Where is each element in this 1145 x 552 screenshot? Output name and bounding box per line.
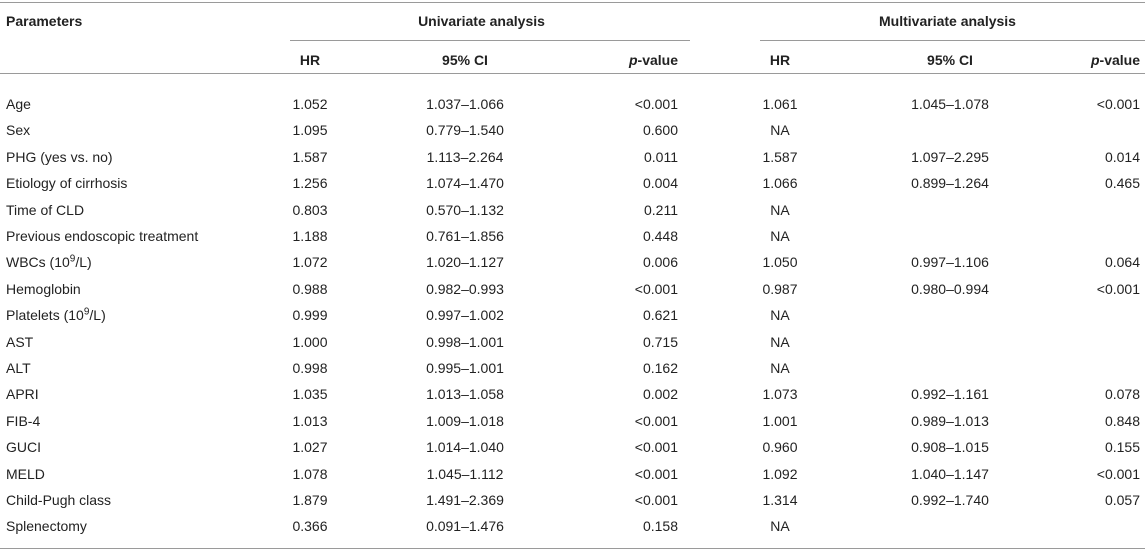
univariate-ci-cell: 0.995–1.001: [426, 360, 504, 376]
bottom-rule: [0, 548, 1145, 549]
multivariate-hr-cell: 1.314: [762, 492, 798, 508]
univariate-p-value-cell: <0.001: [634, 439, 678, 455]
univariate-ci-cell: 1.113–2.264: [426, 149, 504, 165]
univariate-p-value-cell: <0.001: [634, 96, 678, 112]
multivariate-ci-cell: 0.992–1.161: [911, 386, 989, 402]
multivariate-p-value-cell: 0.078: [1104, 386, 1140, 402]
header-univariate-hr: HR: [299, 52, 321, 68]
row-parameter: Age: [6, 96, 31, 112]
univariate-ci-cell: 0.998–1.001: [426, 334, 504, 350]
multivariate-hr-cell: NA: [770, 518, 790, 534]
multivariate-ci-cell: 0.980–0.994: [911, 281, 989, 297]
multivariate-hr-cell: NA: [770, 122, 790, 138]
header-rule: [0, 73, 1145, 74]
multivariate-hr-cell: 1.001: [762, 413, 798, 429]
univariate-p-value-cell: 0.211: [644, 202, 678, 218]
univariate-p-value-cell: <0.001: [634, 492, 678, 508]
multivariate-hr-cell: NA: [770, 334, 790, 350]
univariate-underline: [290, 40, 690, 41]
multivariate-ci-cell: 1.040–1.147: [911, 466, 989, 482]
univariate-hr-cell: 0.366: [292, 518, 328, 534]
multivariate-p-value-cell: 0.848: [1104, 413, 1140, 429]
row-parameter: ALT: [6, 360, 31, 376]
row-parameter: APRI: [6, 386, 39, 402]
univariate-hr-cell: 1.052: [292, 96, 328, 112]
univariate-ci-cell: 1.009–1.018: [426, 413, 504, 429]
multivariate-hr-cell: NA: [770, 307, 790, 323]
row-parameter: AST: [6, 334, 34, 350]
row-parameter: Splenectomy: [6, 518, 87, 534]
header-parameters: Parameters: [6, 13, 83, 29]
univariate-p-value-cell: 0.011: [644, 149, 678, 165]
multivariate-ci-cell: 1.097–2.295: [911, 149, 989, 165]
row-parameter: FIB-4: [6, 413, 41, 429]
multivariate-hr-cell: 0.960: [762, 439, 798, 455]
univariate-hr-cell: 1.256: [292, 175, 328, 191]
univariate-p-value-cell: <0.001: [634, 466, 678, 482]
univariate-p-value-cell: 0.006: [642, 254, 678, 270]
row-parameter: Previous endoscopic treatment: [6, 228, 199, 244]
univariate-p-value-cell: 0.158: [642, 518, 678, 534]
univariate-hr-cell: 1.095: [292, 122, 328, 138]
row-parameter: PHG (yes vs. no): [6, 149, 113, 165]
multivariate-p-value-cell: 0.014: [1104, 149, 1140, 165]
row-parameter: Etiology of cirrhosis: [6, 175, 128, 191]
univariate-ci-cell: 0.570–1.132: [426, 202, 504, 218]
univariate-hr-cell: 1.879: [292, 492, 328, 508]
multivariate-hr-cell: 1.073: [762, 386, 798, 402]
row-parameter: MELD: [6, 466, 45, 482]
univariate-p-value-cell: <0.001: [634, 413, 678, 429]
univariate-hr-cell: 0.998: [292, 360, 328, 376]
univariate-ci-cell: 1.013–1.058: [426, 386, 504, 402]
multivariate-p-value-cell: <0.001: [1096, 466, 1140, 482]
multivariate-p-value-cell: <0.001: [1096, 281, 1140, 297]
header-multivariate-ci: 95% CI: [927, 52, 973, 68]
univariate-ci-cell: 0.982–0.993: [426, 281, 504, 297]
univariate-ci-cell: 1.020–1.127: [426, 254, 504, 270]
header-univariate-p: p-value: [628, 52, 678, 68]
multivariate-ci-cell: 1.045–1.078: [911, 96, 989, 112]
multivariate-hr-cell: 1.061: [762, 96, 798, 112]
header-univariate-ci: 95% CI: [442, 52, 488, 68]
multivariate-ci-cell: 0.992–1.740: [911, 492, 989, 508]
header-multivariate: Multivariate analysis: [879, 13, 1016, 29]
multivariate-ci-cell: 0.899–1.264: [911, 175, 989, 191]
multivariate-ci-cell: 0.997–1.106: [911, 254, 989, 270]
multivariate-hr-cell: 1.050: [762, 254, 798, 270]
univariate-p-value-cell: 0.004: [642, 175, 678, 191]
row-parameter: Hemoglobin: [6, 281, 81, 297]
multivariate-p-value-cell: 0.155: [1104, 439, 1140, 455]
top-rule: [0, 2, 1145, 3]
univariate-p-value-cell: 0.600: [642, 122, 678, 138]
univariate-hr-cell: 0.999: [292, 307, 328, 323]
row-parameter: Sex: [6, 122, 31, 138]
univariate-p-value-cell: 0.002: [642, 386, 678, 402]
univariate-ci-cell: 0.997–1.002: [426, 307, 504, 323]
multivariate-hr-cell: 1.066: [762, 175, 798, 191]
row-parameter: Child-Pugh class: [6, 492, 112, 508]
multivariate-p-value-cell: 0.057: [1104, 492, 1140, 508]
univariate-hr-cell: 1.078: [292, 466, 328, 482]
multivariate-hr-cell: 1.092: [762, 466, 798, 482]
multivariate-underline: [760, 40, 1145, 41]
row-parameter: GUCI: [6, 439, 41, 455]
univariate-p-value-cell: 0.715: [642, 334, 678, 350]
multivariate-ci-cell: 0.989–1.013: [911, 413, 989, 429]
univariate-hr-cell: 1.587: [292, 149, 328, 165]
univariate-ci-cell: 0.761–1.856: [426, 228, 504, 244]
header-univariate: Univariate analysis: [418, 13, 545, 29]
univariate-ci-cell: 1.045–1.112: [426, 466, 504, 482]
univariate-hr-cell: 0.988: [292, 281, 328, 297]
header-multivariate-hr: HR: [769, 52, 791, 68]
univariate-ci-cell: 1.014–1.040: [426, 439, 504, 455]
multivariate-hr-cell: NA: [770, 228, 790, 244]
univariate-ci-cell: 1.074–1.470: [426, 175, 504, 191]
multivariate-hr-cell: 1.587: [762, 149, 798, 165]
univariate-hr-cell: 1.027: [292, 439, 328, 455]
univariate-hr-cell: 1.013: [292, 413, 328, 429]
univariate-p-value-cell: 0.162: [642, 360, 678, 376]
multivariate-hr-cell: 0.987: [762, 281, 798, 297]
univariate-ci-cell: 1.037–1.066: [426, 96, 504, 112]
multivariate-p-value-cell: 0.465: [1104, 175, 1140, 191]
univariate-hr-cell: 1.000: [292, 334, 328, 350]
row-parameter: WBCs $(10^9/L)$: [6, 253, 92, 270]
multivariate-p-value-cell: <0.001: [1096, 96, 1140, 112]
row-parameter: Time of CLD: [6, 202, 85, 218]
row-parameter: Platelets $(10^9/L)$: [6, 306, 106, 323]
univariate-hr-cell: 1.035: [292, 386, 328, 402]
multivariate-hr-cell: NA: [770, 360, 790, 376]
univariate-ci-cell: 0.091–1.476: [426, 518, 504, 534]
univariate-ci-cell: 1.491–2.369: [426, 492, 504, 508]
univariate-hr-cell: 0.803: [292, 202, 328, 218]
univariate-p-value-cell: 0.621: [642, 307, 678, 323]
univariate-ci-cell: 0.779–1.540: [426, 122, 504, 138]
univariate-hr-cell: 1.072: [292, 254, 328, 270]
header-multivariate-p: p-value: [1090, 52, 1140, 68]
multivariate-ci-cell: 0.908–1.015: [911, 439, 989, 455]
univariate-hr-cell: 1.188: [292, 228, 328, 244]
univariate-p-value-cell: <0.001: [634, 281, 678, 297]
multivariate-p-value-cell: 0.064: [1104, 254, 1140, 270]
multivariate-hr-cell: NA: [770, 202, 790, 218]
univariate-p-value-cell: 0.448: [642, 228, 678, 244]
